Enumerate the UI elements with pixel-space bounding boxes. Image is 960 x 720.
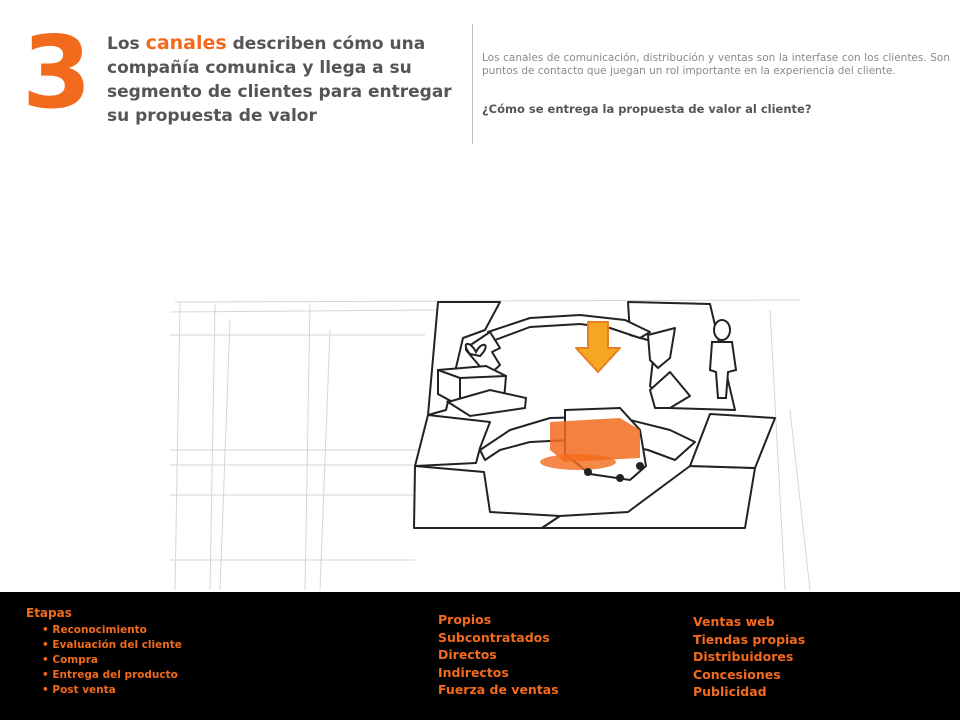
channel-examples-column xyxy=(693,613,913,701)
headline-prefix: Los xyxy=(107,34,146,54)
footer-bar xyxy=(0,592,960,720)
description: Los canales de comunicación, distribución y ventas son la interfase con los clientes. Son puntos de contacto que juegan un rol importante en la experiencia del cliente. xyxy=(482,52,950,77)
list-item: Concesiones xyxy=(693,666,781,682)
channel-types-column xyxy=(438,611,638,699)
list-item: Ventas web xyxy=(693,614,775,629)
etapas-column xyxy=(26,605,286,698)
list-item: • Compra xyxy=(42,653,286,668)
list-item: • Evaluación del cliente xyxy=(42,638,286,653)
list-item: Distribuidores xyxy=(693,649,794,664)
list-item: Tiendas propias xyxy=(693,631,806,647)
list-item: Directos xyxy=(438,647,497,662)
list-item: • Post venta xyxy=(42,683,286,698)
canvas-sketch-illustration xyxy=(170,290,830,590)
list-item: • Reconocimiento xyxy=(42,623,286,638)
list-item: Indirectos xyxy=(438,664,509,680)
slide-number: 3 xyxy=(22,14,92,131)
list-item: Propios xyxy=(438,612,492,627)
list-item: Fuerza de ventas xyxy=(438,682,559,697)
list-item: Subcontratados xyxy=(438,629,550,645)
etapas-list xyxy=(42,623,286,698)
list-item: • Entrega del producto xyxy=(42,668,286,683)
list-item: Publicidad xyxy=(693,684,767,699)
vertical-divider xyxy=(472,24,473,144)
key-question: ¿Cómo se entrega la propuesta de valor al cliente? xyxy=(482,102,812,116)
headline-accent-word: canales xyxy=(145,32,227,54)
etapas-title: Etapas xyxy=(26,606,72,620)
headline-rest: describen cómo una compañía comunica y llega a su segmento de clientes para entregar su propuesta de valor xyxy=(107,34,452,126)
headline xyxy=(107,31,467,128)
